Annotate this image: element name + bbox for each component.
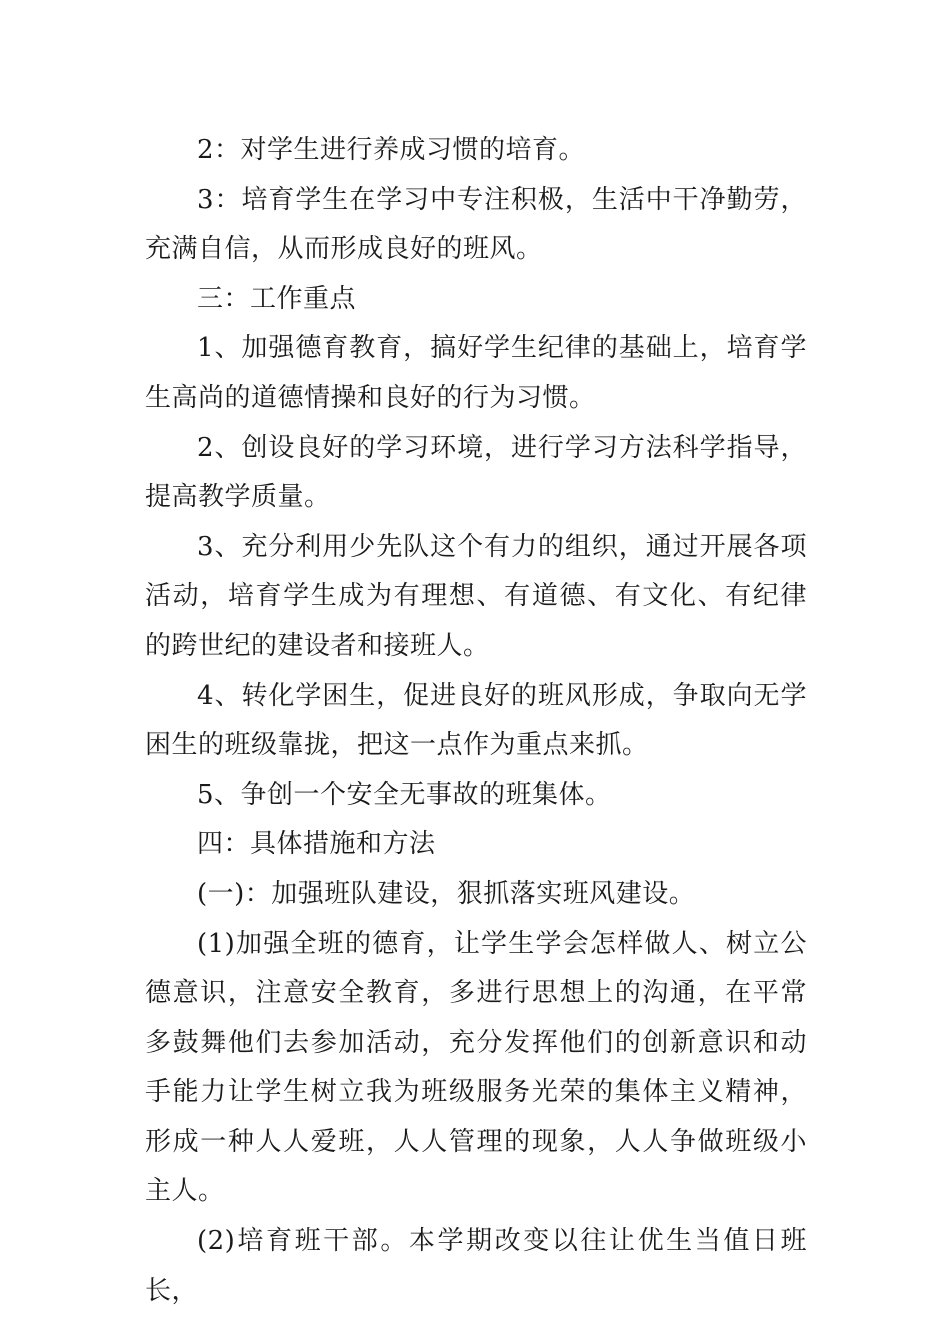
- section-heading-measures: 四：具体措施和方法: [197, 829, 436, 860]
- paragraph-focus-4: 4、转化学困生，促进良好的班风形成，争取向无学困生的班级靠拢，把这一点作为重点来抓。: [145, 680, 807, 761]
- paragraph-focus-1: 1、加强德育教育，搞好学生纪律的基础上，培育学生高尚的道德情操和良好的行为习惯。: [145, 333, 807, 413]
- paragraph-measure-2: (2)培育班干部。本学期改变以往让优生当值日班长，: [145, 1226, 807, 1306]
- paragraph-goal-2: 2：对学生进行养成习惯的培育。: [197, 135, 586, 165]
- section-heading-work-focus: 三：工作重点: [197, 283, 357, 314]
- subheading-class-building: (一)：加强班队建设，狠抓落实班风建设。: [197, 878, 696, 909]
- paragraph-measure-1: (1)加强全班的德育，让学生学会怎样做人、树立公德意识，注意安全教育，多进行思想上的沟通，在平常多鼓舞他们去参加活动，充分发挥他们的创新意识和动手能力让学生树立我为班级服务光荣的集体主义精神，形成一种人人爱班，人人管理的现象，人人争做班级小主人。: [145, 928, 807, 1207]
- document-body: [145, 126, 807, 1316]
- paragraph-focus-3: 3、充分利用少先队这个有力的组织，通过开展各项活动，培育学生成为有理想、有道德、有文化、有纪律的跨世纪的建设者和接班人。: [145, 531, 807, 661]
- paragraph-goal-3: 3：培育学生在学习中专注积极，生活中干净勤劳，充满自信，从而形成良好的班风。: [145, 184, 807, 265]
- paragraph-focus-2: 2、创设良好的学习环境，进行学习方法科学指导，提高教学质量。: [145, 432, 807, 513]
- paragraph-focus-5: 5、争创一个安全无事故的班集体。: [197, 779, 612, 810]
